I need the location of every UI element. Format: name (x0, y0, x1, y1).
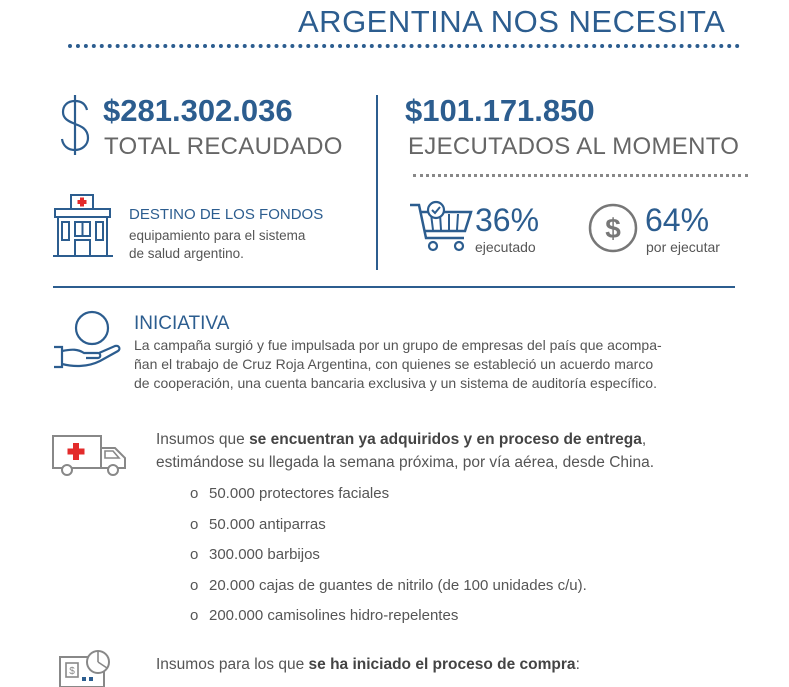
bullet: o (190, 515, 199, 533)
dollar-icon (58, 93, 92, 157)
acquired-items-list (190, 485, 587, 638)
acquired-intro-line-1 (156, 431, 646, 449)
executed-label: EJECUTADOS AL MOMENTO (408, 133, 740, 160)
shopping-cart-icon (409, 200, 473, 254)
title-dotted-divider (68, 44, 740, 48)
executed-percent: 36% (475, 202, 540, 238)
list-item (190, 516, 587, 547)
list-item-text: 200.000 camisolines hidro-repelentes (209, 607, 459, 624)
initiative-title: INICIATIVA (134, 313, 230, 334)
initiative-line: ñan el trabajo de Cruz Roja Argentina, con quienes se estableció un acuerdo marco (134, 356, 654, 372)
ambulance-truck-icon (52, 435, 130, 477)
acquired-intro-suffix: , (641, 431, 647, 448)
destination-title: DESTINO DE LOS FONDOS (129, 206, 324, 223)
initiative-paragraph (134, 336, 734, 393)
total-raised-label: TOTAL RECAUDADO (104, 133, 343, 160)
executed-dotted-divider (413, 174, 748, 177)
purchase-intro-line (156, 656, 580, 674)
initiative-line: La campaña surgió y fue impulsada por un grupo de empresas del país que acompa- (134, 337, 662, 353)
purchase-intro-bold: se ha iniciado el proceso de compra (308, 656, 576, 673)
list-item-text: 50.000 protectores faciales (209, 485, 390, 502)
executed-percent-label: ejecutado (475, 239, 536, 255)
purchase-intro-suffix: : (575, 656, 580, 673)
page-title: ARGENTINA NOS NECESITA (298, 4, 726, 39)
purchase-intro-prefix: Insumos para los que (156, 656, 309, 673)
acquired-intro-prefix: Insumos que (156, 431, 250, 448)
purchase-calculator-icon (58, 649, 114, 687)
pending-percent-label: por ejecutar (646, 239, 720, 255)
vertical-divider (376, 95, 378, 270)
hospital-icon (52, 194, 114, 258)
list-item-text: 300.000 barbijos (209, 546, 320, 563)
destination-line-1: equipamiento para el sistema (129, 228, 306, 243)
total-raised-amount: $281.302.036 (103, 93, 293, 128)
list-item-text: 50.000 antiparras (209, 515, 326, 533)
bullet: o (190, 546, 199, 563)
hand-coin-icon (52, 309, 122, 371)
section-divider (53, 286, 735, 288)
svg-text:$: $ (69, 666, 75, 677)
destination-line-2: de salud argentino. (129, 246, 244, 261)
list-item (190, 577, 587, 608)
svg-text:$: $ (605, 213, 621, 244)
list-item (190, 607, 587, 638)
list-item-text: 20.000 cajas de guantes de nitrilo (de 100 unidades c/u). (209, 576, 587, 594)
initiative-line: de cooperación, una cuenta bancaria exclusiva y un sistema de auditoría específico. (134, 375, 657, 391)
bullet: o (190, 485, 199, 502)
bullet: o (190, 576, 199, 594)
acquired-intro-bold: se encuentran ya adquiridos y en proceso de entrega (249, 431, 642, 448)
list-item (190, 546, 587, 577)
list-item (190, 485, 587, 516)
pending-percent: 64% (645, 202, 710, 238)
dollar-circle-icon (588, 203, 638, 253)
bullet: o (190, 607, 199, 624)
acquired-intro-line-2: estimándose su llegada la semana próxima, por vía aérea, desde China. (156, 454, 655, 471)
executed-amount: $101.171.850 (405, 93, 595, 128)
